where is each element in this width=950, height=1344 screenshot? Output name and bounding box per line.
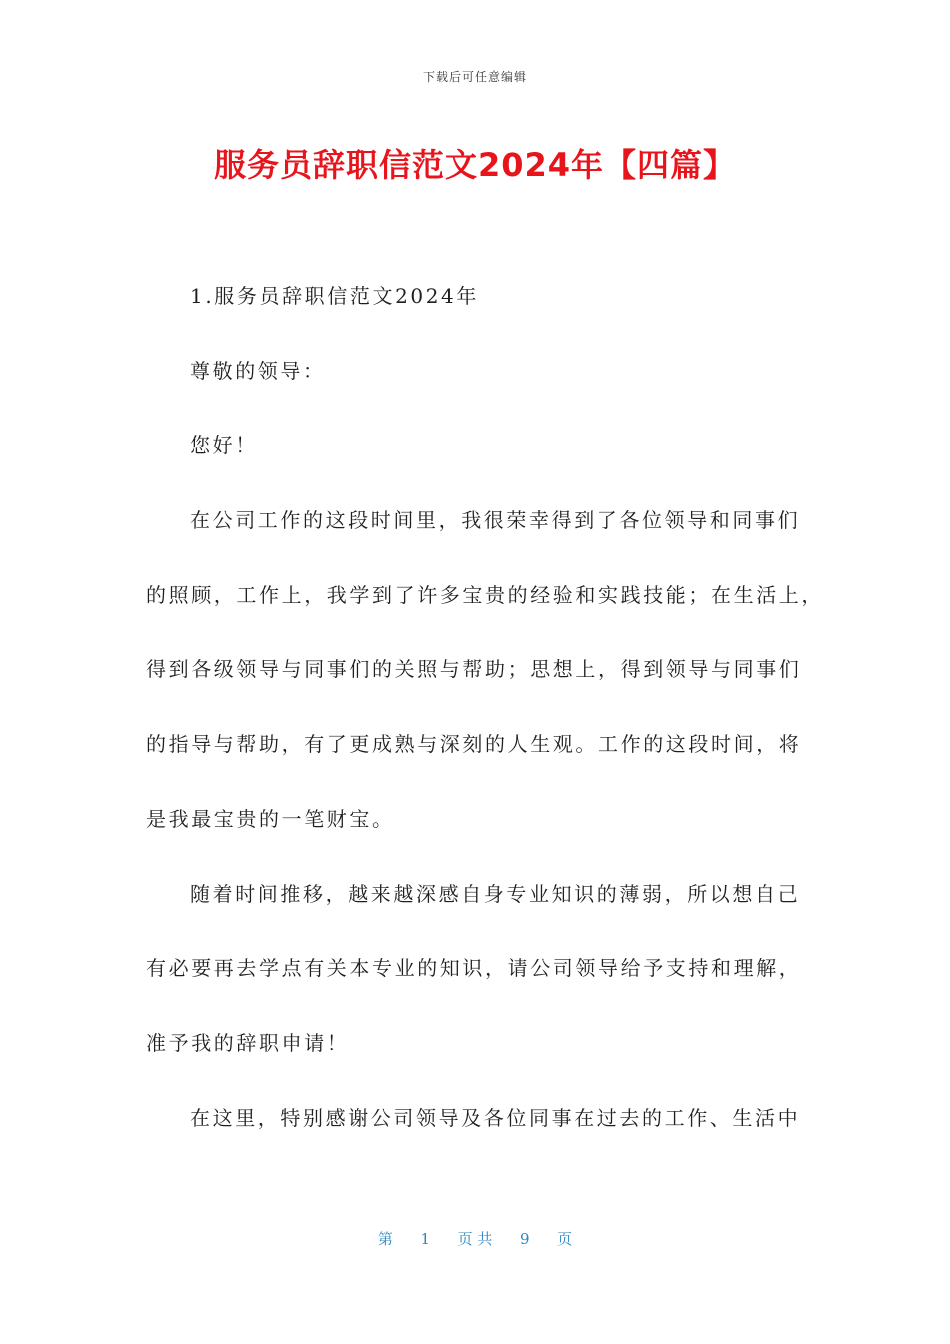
body-line: 准予我的辞职申请！ bbox=[146, 1030, 350, 1055]
footer-page-number: 1 bbox=[420, 1230, 431, 1248]
body-line: 尊敬的领导： bbox=[190, 358, 326, 383]
page-footer bbox=[0, 1228, 950, 1249]
footer-total-pages: 9 bbox=[519, 1230, 530, 1248]
body-line: 在公司工作的这段时间里，我很荣幸得到了各位领导和同事们 bbox=[190, 508, 801, 533]
footer-suffix: 页 bbox=[557, 1230, 573, 1248]
body-line: 您好！ bbox=[190, 433, 258, 458]
body-line: 是我最宝贵的一笔财宝。 bbox=[146, 806, 395, 831]
body-line: 有必要再去学点有关本专业的知识，请公司领导给予支持和理解， bbox=[146, 956, 802, 981]
document-title: 服务员辞职信范文2024年【四篇】 bbox=[213, 146, 737, 184]
body-line: 的照顾，工作上，我学到了许多宝贵的经验和实践技能；在生活上， bbox=[146, 582, 824, 607]
body-line: 得到各级领导与同事们的关照与帮助；思想上，得到领导与同事们 bbox=[146, 657, 802, 682]
header-note: 下载后可任意编辑 bbox=[422, 70, 527, 84]
body-line: 1.服务员辞职信范文2024年 bbox=[190, 284, 479, 308]
body-line: 随着时间推移，越来越深感自身专业知识的薄弱，所以想自己 bbox=[190, 881, 801, 906]
footer-middle: 页 共 bbox=[457, 1230, 493, 1248]
body-line: 在这里，特别感谢公司领导及各位同事在过去的工作、生活中 bbox=[190, 1105, 801, 1130]
footer-prefix: 第 bbox=[377, 1230, 393, 1248]
document-body bbox=[146, 270, 824, 1166]
body-line: 的指导与帮助，有了更成熟与深刻的人生观。工作的这段时间，将 bbox=[146, 732, 802, 757]
